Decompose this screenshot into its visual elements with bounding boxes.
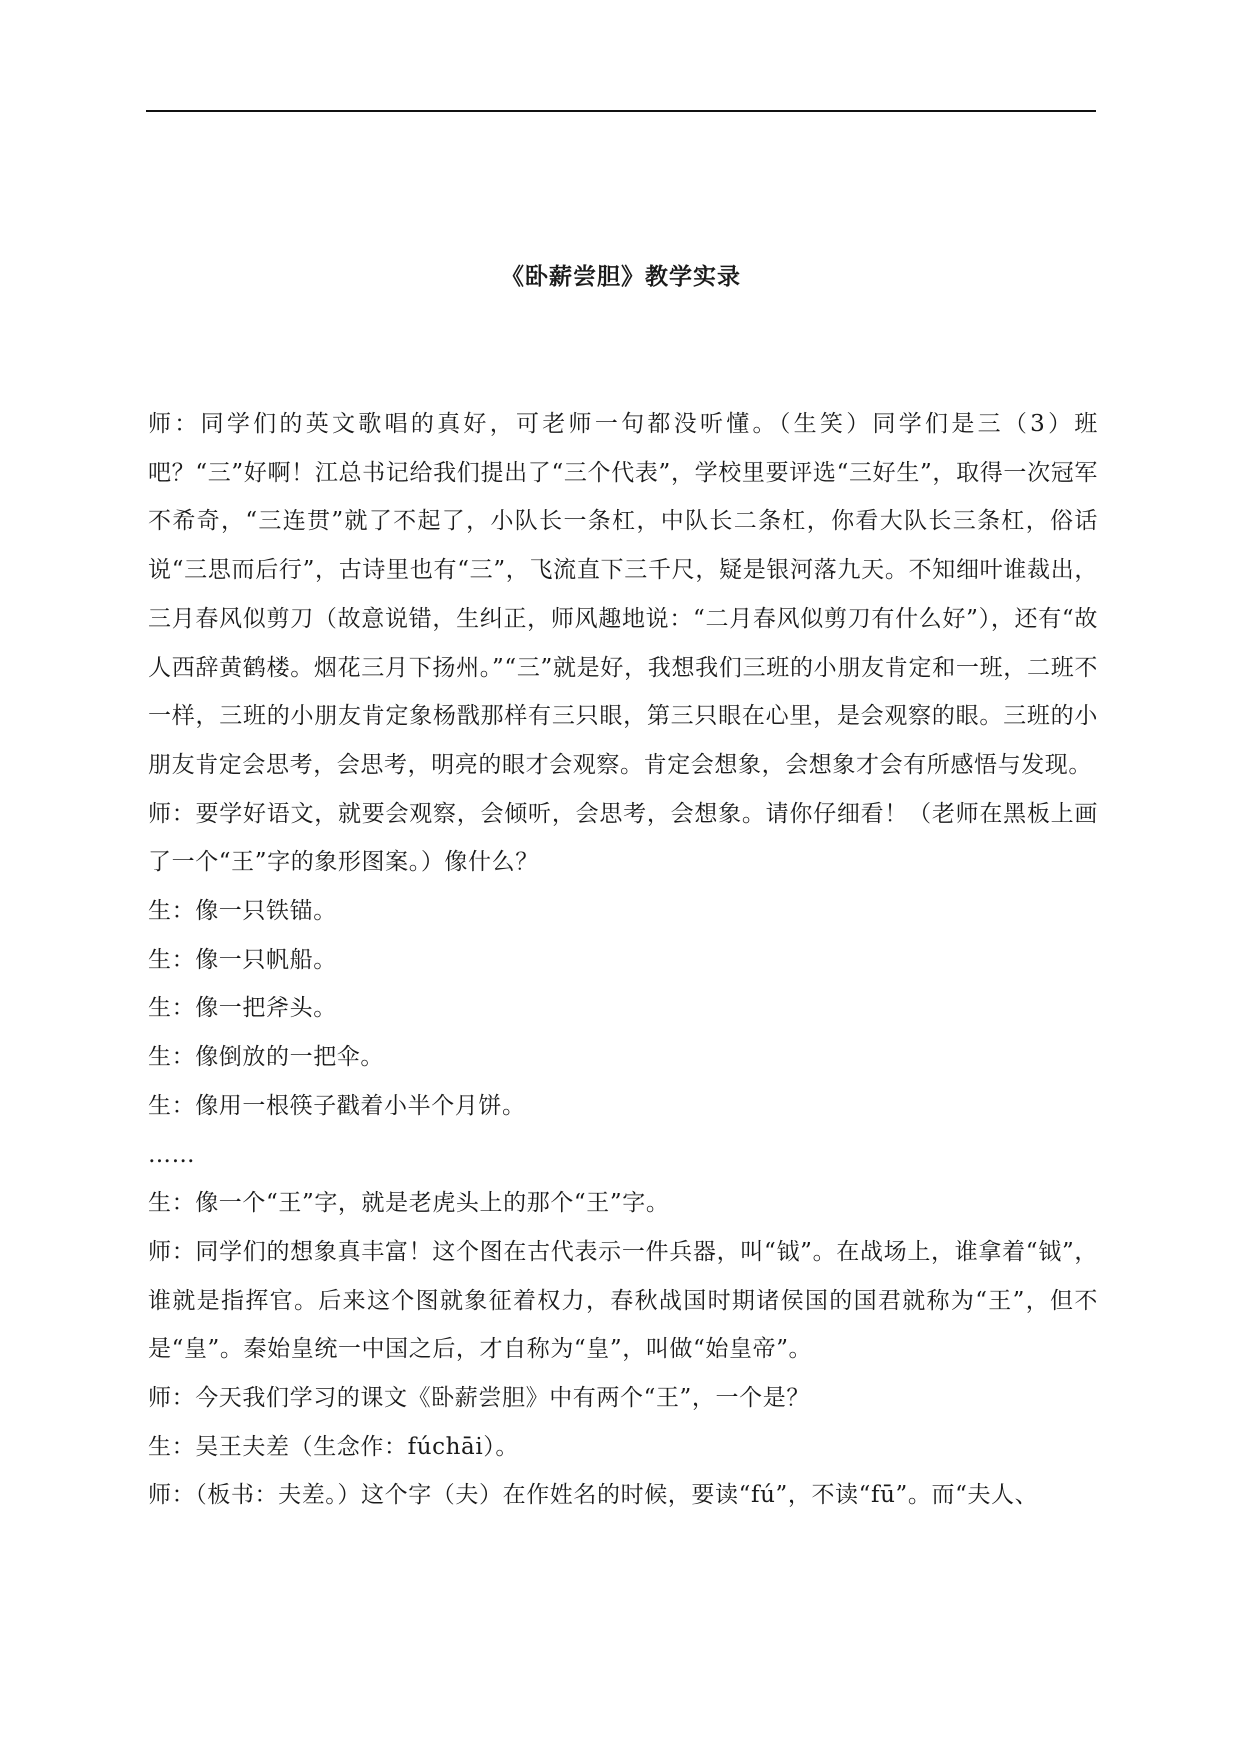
paragraph-student-answer: 生：像用一根筷子戳着小半个月饼。	[148, 1092, 526, 1119]
paragraph-student-answer: 生：吴王夫差（生念作：fúchāi）。	[148, 1433, 519, 1460]
header-rule	[146, 110, 1096, 112]
paragraph-ellipsis: ……	[148, 1141, 196, 1168]
paragraph-student-answer: 生：像一个“王”字，就是老虎头上的那个“王”字。	[148, 1190, 670, 1217]
paragraph-student-answer: 生：像一把斧头。	[148, 995, 337, 1022]
paragraph-student-answer: 生：像一只帆船。	[148, 946, 337, 973]
document-title: 《卧薪尝胆》教学实录	[501, 264, 741, 290]
paragraph-teacher-question: 师：今天我们学习的课文《卧薪尝胆》中有两个“王”，一个是？	[148, 1385, 810, 1412]
paragraph-student-answer: 生：像一只铁锚。	[148, 898, 337, 925]
document-body	[148, 400, 1098, 1520]
paragraph-student-answer: 生：像倒放的一把伞。	[148, 1044, 384, 1071]
paragraph-teacher-explanation: 师：（板书：夫差。）这个字（夫）在作姓名的时候，要读“fú”，不读“fū”。而“夫人、	[148, 1482, 1039, 1509]
paragraph-teacher-explanation: 师：同学们的想象真丰富！这个图在古代表示一件兵器，叫“钺”。在战场上，谁拿着“钺”，谁就是指挥官。后来这个图就象征着权力，春秋战国时期诸侯国的国君就称为“王”，但不是“皇”。秦始皇统一中国之后，才自称为“皇”，叫做“始皇帝”。	[148, 1238, 1098, 1363]
paragraph-intro: 师：同学们的英文歌唱的真好，可老师一句都没听懂。（生笑）同学们是三（3）班吧？“三”好啊！江总书记给我们提出了“三个代表”，学校里要评选“三好生”，取得一次冠军不希奇，“三连贯”就了不起了，小队长一条杠，中队长二条杠，你看大队长三条杠，俗话说“三思而后行”，古诗里也有“三”，飞流直下三千尺，疑是银河落九天。不知细叶谁裁出，三月春风似剪刀（故意说错，生纠正，师风趣地说：“二月春风似剪刀有什么好”），还有“故人西辞黄鹤楼。烟花三月下扬州。”“三”就是好，我想我们三班的小朋友肯定和一班，二班不一样，三班的小朋友肯定象杨戬那样有三只眼，第三只眼在心里，是会观察的眼。三班的小朋友肯定会思考，会思考，明亮的眼才会观察。肯定会想象，会想象才会有所感悟与发现。	[148, 411, 1098, 778]
paragraph-teacher-question: 师：要学好语文，就要会观察，会倾听，会思考，会想象。请你仔细看！（老师在黑板上画了一个“王”字的象形图案。）像什么？	[148, 800, 1098, 876]
